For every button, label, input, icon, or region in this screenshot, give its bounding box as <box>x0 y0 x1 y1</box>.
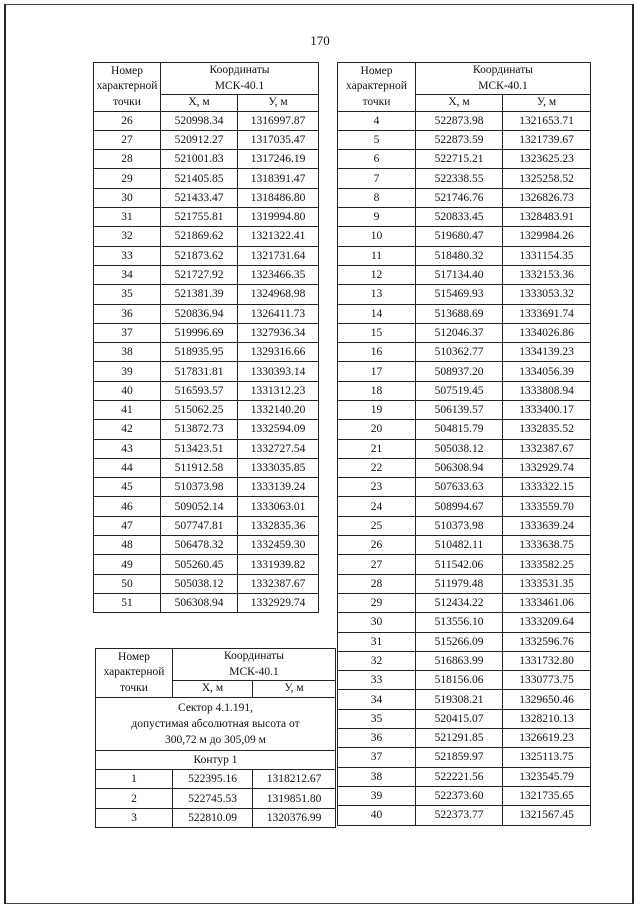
table-row <box>338 555 591 574</box>
table-row <box>338 806 591 825</box>
table-row <box>338 323 591 342</box>
sector-description: Сектор 4.1.191, допустимая абсолютная высота от 300,72 м до 305,09 м <box>96 697 336 750</box>
x-coordinate-cell: 522373.77 <box>416 806 503 825</box>
y-coordinate-cell: 1333808.94 <box>503 381 591 400</box>
x-coordinate-cell: 504815.79 <box>416 420 503 439</box>
y-coordinate-cell: 1323625.23 <box>503 150 591 169</box>
table-row <box>338 362 591 381</box>
y-coordinate-cell: 1333691.74 <box>503 304 591 323</box>
table-row <box>94 516 319 535</box>
x-coordinate-cell: 510482.11 <box>416 536 503 555</box>
y-coordinate-cell: 1327936.34 <box>238 323 319 342</box>
y-coordinate-cell: 1332459.30 <box>238 536 319 555</box>
table-row <box>94 497 319 516</box>
header-point-number: Номер характерной точки <box>94 63 161 112</box>
y-coordinate-cell: 1326826.73 <box>503 188 591 207</box>
point-number-cell: 36 <box>338 729 416 748</box>
point-number-cell: 14 <box>338 304 416 323</box>
table-row <box>96 789 336 808</box>
y-coordinate-cell: 1332835.52 <box>503 420 591 439</box>
point-number-cell: 15 <box>338 323 416 342</box>
point-number-cell: 34 <box>338 690 416 709</box>
table-row <box>338 111 591 130</box>
point-number-cell: 8 <box>338 188 416 207</box>
table-row <box>94 304 319 323</box>
point-number-cell: 49 <box>94 555 161 574</box>
y-coordinate-cell: 1333531.35 <box>503 574 591 593</box>
y-coordinate-cell: 1317246.19 <box>238 150 319 169</box>
table-row <box>338 767 591 786</box>
y-coordinate-cell: 1332153.36 <box>503 265 591 284</box>
x-coordinate-cell: 515266.09 <box>416 632 503 651</box>
header-point-number: Номер характерной точки <box>96 649 173 698</box>
y-coordinate-cell: 1333582.25 <box>503 555 591 574</box>
point-number-cell: 17 <box>338 362 416 381</box>
point-number-cell: 11 <box>338 246 416 265</box>
x-coordinate-cell: 521291.85 <box>416 729 503 748</box>
point-number-cell: 42 <box>94 420 161 439</box>
x-coordinate-cell: 506139.57 <box>416 401 503 420</box>
y-coordinate-cell: 1331312.23 <box>238 381 319 400</box>
page-number: 170 <box>310 33 330 48</box>
table-row <box>338 188 591 207</box>
point-number-cell: 45 <box>94 478 161 497</box>
x-coordinate-cell: 516863.99 <box>416 651 503 670</box>
x-coordinate-cell: 511542.06 <box>416 555 503 574</box>
table-row <box>338 516 591 535</box>
x-coordinate-cell: 510373.98 <box>416 516 503 535</box>
table-row <box>94 323 319 342</box>
y-coordinate-cell: 1329650.46 <box>503 690 591 709</box>
point-number-cell: 36 <box>94 304 161 323</box>
table-row <box>338 478 591 497</box>
table-row <box>94 343 319 362</box>
table-row <box>338 536 591 555</box>
x-coordinate-cell: 522338.55 <box>416 169 503 188</box>
x-coordinate-cell: 521405.85 <box>161 169 238 188</box>
y-coordinate-cell: 1332929.74 <box>238 593 319 612</box>
table-row <box>338 420 591 439</box>
x-coordinate-cell: 521746.76 <box>416 188 503 207</box>
point-number-cell: 40 <box>338 806 416 825</box>
x-coordinate-cell: 513872.73 <box>161 420 238 439</box>
x-coordinate-cell: 505038.12 <box>416 439 503 458</box>
point-number-cell: 26 <box>338 536 416 555</box>
table-row <box>338 150 591 169</box>
table-row <box>338 265 591 284</box>
contour-label: Контур 1 <box>96 750 336 769</box>
y-coordinate-cell: 1318391.47 <box>238 169 319 188</box>
x-coordinate-cell: 520415.07 <box>416 709 503 728</box>
point-number-cell: 30 <box>94 188 161 207</box>
y-coordinate-cell: 1325113.75 <box>503 748 591 767</box>
y-coordinate-cell: 1321731.64 <box>238 246 319 265</box>
x-coordinate-cell: 522373.60 <box>416 786 503 805</box>
x-coordinate-cell: 521755.81 <box>161 208 238 227</box>
table-row <box>338 343 591 362</box>
header-coordinates: Координаты МСК-40.1 <box>173 649 336 681</box>
x-coordinate-cell: 522715.21 <box>416 150 503 169</box>
y-coordinate-cell: 1332929.74 <box>503 458 591 477</box>
x-coordinate-cell: 521727.92 <box>161 265 238 284</box>
x-coordinate-cell: 513688.69 <box>416 304 503 323</box>
y-coordinate-cell: 1318486.80 <box>238 188 319 207</box>
point-number-cell: 2 <box>96 789 173 808</box>
table-row <box>94 362 319 381</box>
header-x: Х, м <box>416 95 503 112</box>
point-number-cell: 10 <box>338 227 416 246</box>
point-number-cell: 28 <box>94 150 161 169</box>
y-coordinate-cell: 1333638.75 <box>503 536 591 555</box>
y-coordinate-cell: 1332835.36 <box>238 516 319 535</box>
table-row <box>94 478 319 497</box>
point-number-cell: 37 <box>338 748 416 767</box>
header-y: У, м <box>238 95 319 112</box>
table-row <box>338 632 591 651</box>
point-number-cell: 19 <box>338 401 416 420</box>
x-coordinate-cell: 521433.47 <box>161 188 238 207</box>
y-coordinate-cell: 1330773.75 <box>503 671 591 690</box>
point-number-cell: 18 <box>338 381 416 400</box>
table-row <box>338 304 591 323</box>
table-row <box>94 593 319 612</box>
table-row <box>94 246 319 265</box>
y-coordinate-cell: 1332596.76 <box>503 632 591 651</box>
x-coordinate-cell: 513423.51 <box>161 439 238 458</box>
point-number-cell: 9 <box>338 208 416 227</box>
y-coordinate-cell: 1332387.67 <box>238 574 319 593</box>
y-coordinate-cell: 1318212.67 <box>253 770 336 789</box>
y-coordinate-cell: 1333559.70 <box>503 497 591 516</box>
x-coordinate-cell: 511979.48 <box>416 574 503 593</box>
x-coordinate-cell: 520912.27 <box>161 130 238 149</box>
table-row <box>338 130 591 149</box>
y-coordinate-cell: 1333035.85 <box>238 458 319 477</box>
y-coordinate-cell: 1321739.67 <box>503 130 591 149</box>
x-coordinate-cell: 522395.16 <box>173 770 253 789</box>
point-number-cell: 29 <box>338 593 416 612</box>
table-row <box>338 729 591 748</box>
point-number-cell: 35 <box>94 285 161 304</box>
y-coordinate-cell: 1333053.32 <box>503 285 591 304</box>
point-number-cell: 12 <box>338 265 416 284</box>
y-coordinate-cell: 1334026.86 <box>503 323 591 342</box>
point-number-cell: 32 <box>338 651 416 670</box>
header-y: У, м <box>253 681 336 698</box>
point-number-cell: 3 <box>96 808 173 827</box>
table-row <box>338 246 591 265</box>
point-number-cell: 48 <box>94 536 161 555</box>
x-coordinate-cell: 522810.09 <box>173 808 253 827</box>
point-number-cell: 50 <box>94 574 161 593</box>
x-coordinate-cell: 510373.98 <box>161 478 238 497</box>
header-x: Х, м <box>161 95 238 112</box>
table-row <box>94 420 319 439</box>
x-coordinate-cell: 521873.62 <box>161 246 238 265</box>
table-row <box>96 808 336 827</box>
x-coordinate-cell: 520833.45 <box>416 208 503 227</box>
x-coordinate-cell: 515469.93 <box>416 285 503 304</box>
y-coordinate-cell: 1323466.35 <box>238 265 319 284</box>
y-coordinate-cell: 1334056.39 <box>503 362 591 381</box>
table-row <box>94 169 319 188</box>
y-coordinate-cell: 1326619.23 <box>503 729 591 748</box>
x-coordinate-cell: 506478.32 <box>161 536 238 555</box>
header-y: У, м <box>503 95 591 112</box>
point-number-cell: 39 <box>94 362 161 381</box>
y-coordinate-cell: 1333063.01 <box>238 497 319 516</box>
table-row <box>94 111 319 130</box>
x-coordinate-cell: 505038.12 <box>161 574 238 593</box>
point-number-cell: 40 <box>94 381 161 400</box>
point-number-cell: 28 <box>338 574 416 593</box>
y-coordinate-cell: 1331732.80 <box>503 651 591 670</box>
point-number-cell: 31 <box>338 632 416 651</box>
x-coordinate-cell: 519996.69 <box>161 323 238 342</box>
y-coordinate-cell: 1328483.91 <box>503 208 591 227</box>
point-number-cell: 6 <box>338 150 416 169</box>
y-coordinate-cell: 1332727.54 <box>238 439 319 458</box>
table-row <box>94 458 319 477</box>
y-coordinate-cell: 1321322.41 <box>238 227 319 246</box>
table-row <box>94 555 319 574</box>
y-coordinate-cell: 1333639.24 <box>503 516 591 535</box>
point-number-cell: 23 <box>338 478 416 497</box>
y-coordinate-cell: 1334139.23 <box>503 343 591 362</box>
point-number-cell: 27 <box>338 555 416 574</box>
y-coordinate-cell: 1316997.87 <box>238 111 319 130</box>
x-coordinate-cell: 507747.81 <box>161 516 238 535</box>
table-row <box>338 690 591 709</box>
table-row <box>338 671 591 690</box>
x-coordinate-cell: 511912.58 <box>161 458 238 477</box>
table-row <box>338 227 591 246</box>
x-coordinate-cell: 510362.77 <box>416 343 503 362</box>
point-number-cell: 25 <box>338 516 416 535</box>
point-number-cell: 34 <box>94 265 161 284</box>
table-row <box>94 439 319 458</box>
x-coordinate-cell: 521859.97 <box>416 748 503 767</box>
table-row <box>338 458 591 477</box>
point-number-cell: 21 <box>338 439 416 458</box>
table-row <box>94 188 319 207</box>
table-row <box>338 497 591 516</box>
y-coordinate-cell: 1332387.67 <box>503 439 591 458</box>
x-coordinate-cell: 507519.45 <box>416 381 503 400</box>
x-coordinate-cell: 521869.62 <box>161 227 238 246</box>
table-row <box>94 285 319 304</box>
x-coordinate-cell: 506308.94 <box>416 458 503 477</box>
point-number-cell: 41 <box>94 401 161 420</box>
table-row <box>94 265 319 284</box>
y-coordinate-cell: 1319851.80 <box>253 789 336 808</box>
y-coordinate-cell: 1321567.45 <box>503 806 591 825</box>
y-coordinate-cell: 1332140.20 <box>238 401 319 420</box>
table-row <box>94 130 319 149</box>
point-number-cell: 47 <box>94 516 161 535</box>
y-coordinate-cell: 1333209.64 <box>503 613 591 632</box>
point-number-cell: 27 <box>94 130 161 149</box>
x-coordinate-cell: 522873.59 <box>416 130 503 149</box>
y-coordinate-cell: 1333322.15 <box>503 478 591 497</box>
x-coordinate-cell: 512046.37 <box>416 323 503 342</box>
x-coordinate-cell: 506308.94 <box>161 593 238 612</box>
y-coordinate-cell: 1326411.73 <box>238 304 319 323</box>
x-coordinate-cell: 519308.21 <box>416 690 503 709</box>
x-coordinate-cell: 512434.22 <box>416 593 503 612</box>
y-coordinate-cell: 1319994.80 <box>238 208 319 227</box>
point-number-cell: 16 <box>338 343 416 362</box>
x-coordinate-cell: 508937.20 <box>416 362 503 381</box>
point-number-cell: 30 <box>338 613 416 632</box>
point-number-cell: 33 <box>338 671 416 690</box>
point-number-cell: 20 <box>338 420 416 439</box>
x-coordinate-cell: 509052.14 <box>161 497 238 516</box>
table-row <box>338 651 591 670</box>
y-coordinate-cell: 1333139.24 <box>238 478 319 497</box>
x-coordinate-cell: 522873.98 <box>416 111 503 130</box>
point-number-cell: 43 <box>94 439 161 458</box>
x-coordinate-cell: 521001.83 <box>161 150 238 169</box>
point-number-cell: 4 <box>338 111 416 130</box>
x-coordinate-cell: 520836.94 <box>161 304 238 323</box>
point-number-cell: 32 <box>94 227 161 246</box>
point-number-cell: 7 <box>338 169 416 188</box>
x-coordinate-cell: 519680.47 <box>416 227 503 246</box>
x-coordinate-cell: 517134.40 <box>416 265 503 284</box>
table-row <box>94 150 319 169</box>
y-coordinate-cell: 1317035.47 <box>238 130 319 149</box>
point-number-cell: 29 <box>94 169 161 188</box>
y-coordinate-cell: 1332594.09 <box>238 420 319 439</box>
table-row <box>338 169 591 188</box>
point-number-cell: 1 <box>96 770 173 789</box>
y-coordinate-cell: 1324968.98 <box>238 285 319 304</box>
y-coordinate-cell: 1333461.06 <box>503 593 591 612</box>
point-number-cell: 46 <box>94 497 161 516</box>
table-row <box>96 770 336 789</box>
coordinates-table-right <box>337 62 591 826</box>
point-number-cell: 38 <box>338 767 416 786</box>
y-coordinate-cell: 1321735.65 <box>503 786 591 805</box>
x-coordinate-cell: 508994.67 <box>416 497 503 516</box>
point-number-cell: 37 <box>94 323 161 342</box>
table-row <box>338 786 591 805</box>
table-row <box>94 574 319 593</box>
table-row <box>94 381 319 400</box>
y-coordinate-cell: 1320376.99 <box>253 808 336 827</box>
table-row <box>338 574 591 593</box>
y-coordinate-cell: 1323545.79 <box>503 767 591 786</box>
point-number-cell: 35 <box>338 709 416 728</box>
coordinates-table-sector <box>95 648 336 828</box>
x-coordinate-cell: 516593.57 <box>161 381 238 400</box>
point-number-cell: 39 <box>338 786 416 805</box>
table-row <box>338 401 591 420</box>
point-number-cell: 24 <box>338 497 416 516</box>
header-coordinates: Координаты МСК-40.1 <box>416 63 591 95</box>
x-coordinate-cell: 517831.81 <box>161 362 238 381</box>
header-point-number: Номер характерной точки <box>338 63 416 112</box>
y-coordinate-cell: 1331939.82 <box>238 555 319 574</box>
table-row <box>338 748 591 767</box>
table-row <box>94 536 319 555</box>
y-coordinate-cell: 1329316.66 <box>238 343 319 362</box>
x-coordinate-cell: 518480.32 <box>416 246 503 265</box>
y-coordinate-cell: 1321653.71 <box>503 111 591 130</box>
x-coordinate-cell: 505260.45 <box>161 555 238 574</box>
table-row <box>338 613 591 632</box>
coordinates-table-left <box>93 62 319 613</box>
x-coordinate-cell: 520998.34 <box>161 111 238 130</box>
point-number-cell: 44 <box>94 458 161 477</box>
point-number-cell: 31 <box>94 208 161 227</box>
point-number-cell: 5 <box>338 130 416 149</box>
y-coordinate-cell: 1325258.52 <box>503 169 591 188</box>
y-coordinate-cell: 1329984.26 <box>503 227 591 246</box>
table-row <box>338 709 591 728</box>
x-coordinate-cell: 522221.56 <box>416 767 503 786</box>
point-number-cell: 51 <box>94 593 161 612</box>
x-coordinate-cell: 518156.06 <box>416 671 503 690</box>
x-coordinate-cell: 518935.95 <box>161 343 238 362</box>
point-number-cell: 38 <box>94 343 161 362</box>
table-row <box>338 285 591 304</box>
x-coordinate-cell: 521381.39 <box>161 285 238 304</box>
table-row <box>338 593 591 612</box>
x-coordinate-cell: 522745.53 <box>173 789 253 808</box>
point-number-cell: 33 <box>94 246 161 265</box>
point-number-cell: 22 <box>338 458 416 477</box>
point-number-cell: 26 <box>94 111 161 130</box>
table-row <box>94 401 319 420</box>
y-coordinate-cell: 1333400.17 <box>503 401 591 420</box>
x-coordinate-cell: 515062.25 <box>161 401 238 420</box>
x-coordinate-cell: 513556.10 <box>416 613 503 632</box>
y-coordinate-cell: 1328210.13 <box>503 709 591 728</box>
header-coordinates: Координаты МСК-40.1 <box>161 63 319 95</box>
x-coordinate-cell: 507633.63 <box>416 478 503 497</box>
table-row <box>338 439 591 458</box>
y-coordinate-cell: 1331154.35 <box>503 246 591 265</box>
table-row <box>338 381 591 400</box>
point-number-cell: 13 <box>338 285 416 304</box>
table-row <box>338 208 591 227</box>
y-coordinate-cell: 1330393.14 <box>238 362 319 381</box>
header-x: Х, м <box>173 681 253 698</box>
table-row <box>94 227 319 246</box>
table-row <box>94 208 319 227</box>
